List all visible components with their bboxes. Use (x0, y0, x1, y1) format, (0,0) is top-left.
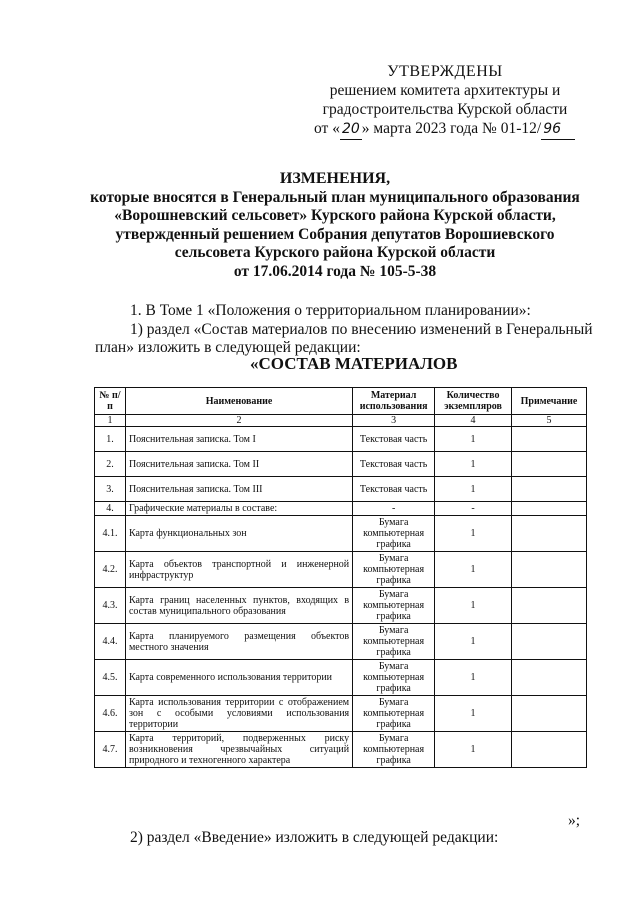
row-material: Текстовая часть (353, 427, 435, 452)
row-number: 2. (95, 452, 126, 477)
row-note (512, 588, 587, 624)
row-note (512, 552, 587, 588)
row-name: Карта объектов транспортной и инженерной инфраструктур (125, 552, 352, 588)
row-name: Карта территорий, подверженных риску возникновения чрезвычайных ситуаций природного и техногенного характера (125, 732, 352, 768)
table-row (95, 624, 587, 660)
row-quantity: 1 (435, 552, 512, 588)
row-number: 4. (95, 502, 126, 516)
paragraph-2b: план» изложить в следующей редакции: (95, 339, 361, 356)
row-material: Бумага компьютерная графика (353, 588, 435, 624)
row-name: Карта границ населенных пунктов, входящих в состав муниципального образования (125, 588, 352, 624)
row-name: Карта использования территории с отображением зон с особыми условиями использования территории (125, 696, 352, 732)
row-material: Бумага компьютерная графика (353, 516, 435, 552)
approval-date-line (314, 119, 570, 140)
row-quantity: - (435, 502, 512, 516)
table-row (95, 696, 587, 732)
materials-table (94, 387, 587, 768)
row-number: 1. (95, 427, 126, 452)
row-quantity: 1 (435, 624, 512, 660)
col-num: 4 (435, 415, 512, 427)
approval-date-prefix: от « (314, 120, 340, 137)
row-number: 3. (95, 477, 126, 502)
title-line-3: утвержденный решением Собрания депутатов Ворошиевского (115, 225, 555, 243)
row-number: 4.1. (95, 516, 126, 552)
row-quantity: 1 (435, 477, 512, 502)
title-line-1: которые вносятся в Генеральный план муниципального образования (90, 188, 580, 206)
title-line-4: сельсовета Курского района Курской области (174, 244, 496, 261)
col-num: 5 (512, 415, 587, 427)
row-quantity: 1 (435, 732, 512, 768)
row-quantity: 1 (435, 696, 512, 732)
row-note (512, 732, 587, 768)
materials-heading: «СОСТАВ МАТЕРИАЛОВ (250, 354, 458, 373)
header-quantity: Количество экземпляров (435, 388, 512, 415)
approval-date-day: 20 (340, 120, 362, 140)
paragraph-1: 1. В Томе 1 «Положения о территориальном планировании»: (130, 302, 531, 319)
row-note (512, 624, 587, 660)
document-title (70, 170, 600, 281)
row-number: 4.4. (95, 624, 126, 660)
row-material: Бумага компьютерная графика (353, 660, 435, 696)
row-name: Карта современного использования территории (125, 660, 352, 696)
row-note (512, 427, 587, 452)
table-row (95, 588, 587, 624)
table-row (95, 502, 587, 516)
approval-stamp (314, 62, 570, 140)
row-note (512, 696, 587, 732)
row-quantity: 1 (435, 660, 512, 696)
table-row (95, 516, 587, 552)
approval-line-2: градостроительства Курской области (322, 101, 568, 118)
row-material: - (353, 502, 435, 516)
table-header-row (95, 388, 587, 415)
paragraph-3: 2) раздел «Введение» изложить в следующей редакции: (130, 829, 499, 846)
row-quantity: 1 (435, 452, 512, 477)
table-row (95, 732, 587, 768)
approval-date-middle: » марта 2023 года № 01-12/ (361, 120, 542, 137)
column-number-row (95, 415, 587, 427)
approval-doc-number: 96 (541, 120, 575, 140)
header-number: № п/п (95, 388, 126, 415)
row-number: 4.5. (95, 660, 126, 696)
quote-close-mark: »; (568, 812, 581, 829)
row-number: 4.3. (95, 588, 126, 624)
approval-heading: УТВЕРЖДЕНЫ (387, 63, 503, 80)
col-num: 3 (353, 415, 435, 427)
row-note (512, 452, 587, 477)
row-material: Бумага компьютерная графика (353, 696, 435, 732)
row-quantity: 1 (435, 588, 512, 624)
approval-line-1: решением комитета архитектуры и (329, 82, 561, 99)
row-name: Карта функциональных зон (125, 516, 352, 552)
row-material: Текстовая часть (353, 477, 435, 502)
row-name: Пояснительная записка. Том II (125, 452, 352, 477)
row-name: Пояснительная записка. Том I (125, 427, 352, 452)
header-name: Наименование (125, 388, 352, 415)
row-note (512, 502, 587, 516)
header-note: Примечание (512, 388, 587, 415)
col-num: 2 (125, 415, 352, 427)
table-row (95, 452, 587, 477)
row-name: Карта планируемого размещения объектов местного значения (125, 624, 352, 660)
row-material: Бумага компьютерная графика (353, 624, 435, 660)
row-note (512, 660, 587, 696)
row-material: Бумага компьютерная графика (353, 552, 435, 588)
row-note (512, 516, 587, 552)
table-row (95, 477, 587, 502)
table-row (95, 660, 587, 696)
table-row (95, 427, 587, 452)
row-quantity: 1 (435, 516, 512, 552)
row-number: 4.2. (95, 552, 126, 588)
header-material: Материал использования (353, 388, 435, 415)
table-row (95, 552, 587, 588)
title-line-5: от 17.06.2014 года № 105-5-38 (233, 262, 437, 280)
row-material: Бумага компьютерная графика (353, 732, 435, 768)
row-name: Графические материалы в составе: (125, 502, 352, 516)
row-material: Текстовая часть (353, 452, 435, 477)
paragraph-2a: 1) раздел «Состав материалов по внесению изменений в Генеральный (130, 321, 593, 338)
row-number: 4.6. (95, 696, 126, 732)
col-num: 1 (95, 415, 126, 427)
row-name: Пояснительная записка. Том III (125, 477, 352, 502)
row-quantity: 1 (435, 427, 512, 452)
title-main: ИЗМЕНЕНИЯ, (279, 170, 391, 187)
row-number: 4.7. (95, 732, 126, 768)
title-line-2: «Ворошневский сельсовет» Курского района Курской области, (114, 207, 556, 224)
row-note (512, 477, 587, 502)
